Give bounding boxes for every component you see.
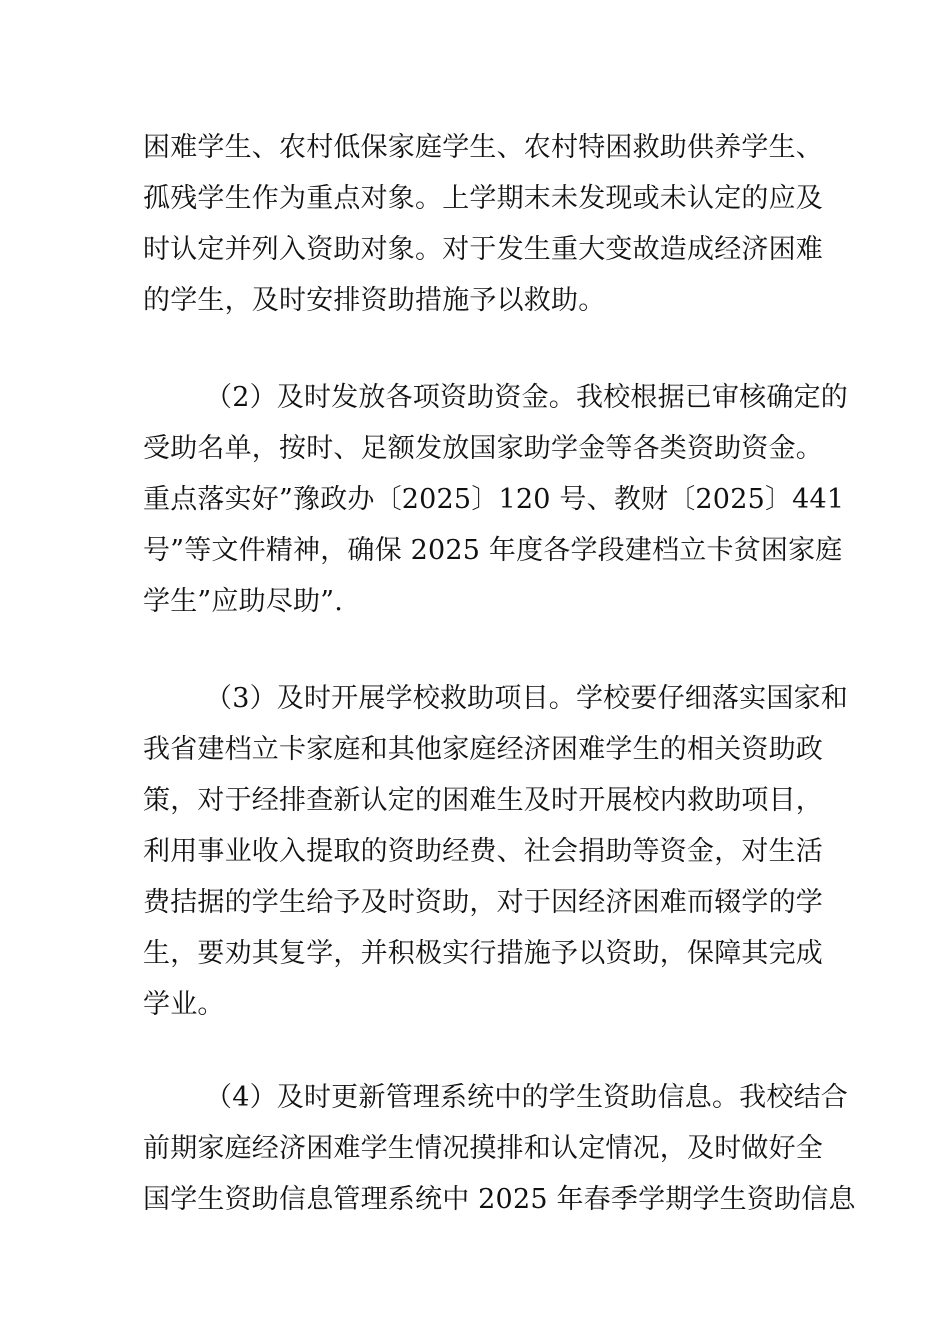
text-line: 利用事业收入提取的资助经费、社会捐助等资金，对生活 [143,836,823,867]
text-line: 重点落实好”豫政办〔2025〕120 号、教财〔2025〕441 [143,484,845,515]
paragraph-continuation [143,122,823,326]
paragraph-item-2 [143,372,848,627]
text-line: 孤残学生作为重点对象。上学期末未发现或未认定的应及 [143,183,823,214]
text-line: 学业。 [143,989,225,1020]
text-line: 国学生资助信息管理系统中 2025 年春季学期学生资助信息 [143,1184,856,1215]
text-line: 生，要劝其复学，并积极实行措施予以资助，保障其完成 [143,938,823,969]
text-line: 时认定并列入资助对象。对于发生重大变故造成经济困难 [143,234,823,265]
paragraph-item-3 [143,673,848,1030]
text-line: 受助名单，按时、足额发放国家助学金等各类资助资金。 [143,433,823,464]
text-line: 前期家庭经济困难学生情况摸排和认定情况，及时做好全 [143,1133,823,1164]
text-line: 号”等文件精神，确保 2025 年度各学段建档立卡贫困家庭 [143,535,843,566]
text-line: （4）及时更新管理系统中的学生资助信息。我校结合 [205,1082,848,1113]
text-line: 学生”应助尽助”. [143,586,343,617]
text-line: 费拮据的学生给予及时资助，对于因经济困难而辍学的学 [143,887,823,918]
text-line: （2）及时发放各项资助资金。我校根据已审核确定的 [205,382,848,413]
text-line: 困难学生、农村低保家庭学生、农村特困救助供养学生、 [143,132,823,163]
paragraph-item-4 [143,1072,856,1225]
text-line: （3）及时开展学校救助项目。学校要仔细落实国家和 [205,683,848,714]
text-line: 我省建档立卡家庭和其他家庭经济困难学生的相关资助政 [143,734,823,765]
text-line: 策，对于经排查新认定的困难生及时开展校内救助项目， [143,785,823,816]
text-line: 的学生，及时安排资助措施予以救助。 [143,285,606,316]
